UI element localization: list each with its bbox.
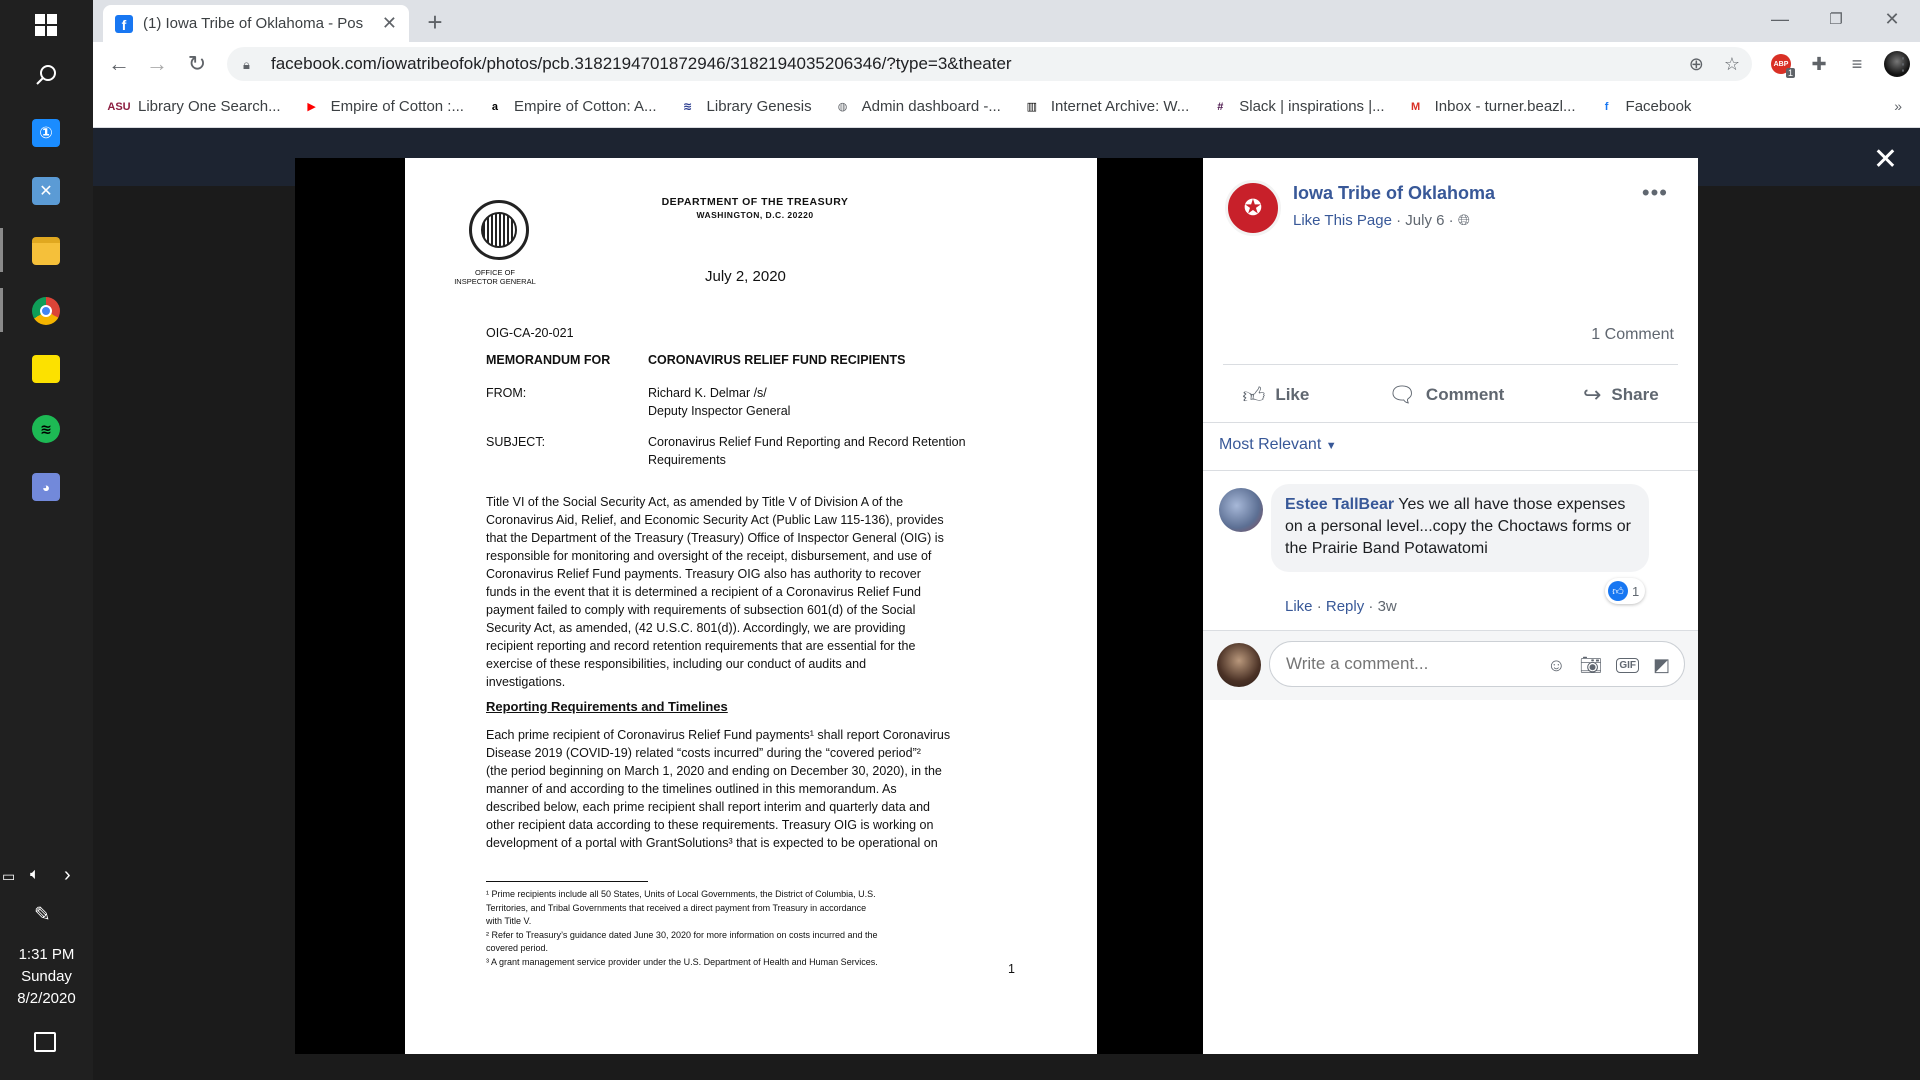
comment-text: Yes we all have those expenses on a personal level...copy the Choctaws forms or the Prairie Band Potawatomi (1285, 496, 1631, 557)
comment-sort-dropdown[interactable] (1219, 436, 1337, 454)
document-line: funds in the event that it is determined a recipient of a Coronavirus Relief Fund (486, 585, 921, 599)
running-indicator (0, 288, 3, 332)
document-line: ³ A grant management service provider under the U.S. Department of Health and Human Services. (486, 956, 878, 967)
page-name-link[interactable]: Iowa Tribe of Oklahoma (1293, 183, 1496, 203)
media-playlist-icon[interactable]: ≡ (1851, 53, 1863, 74)
archive-icon: ▥ (1026, 101, 1038, 113)
libgen-icon: ≋ (682, 101, 693, 113)
bookmark-item[interactable] (834, 98, 1001, 115)
volume-icon[interactable]: 🔈︎ (30, 866, 40, 883)
like-label: Like (1275, 385, 1310, 404)
gif-icon[interactable]: GIF (1616, 658, 1639, 673)
restore-button[interactable]: ❐ (1829, 11, 1843, 28)
minimize-button[interactable]: — (1771, 8, 1789, 29)
zoom-icon[interactable]: ⊕ (1688, 53, 1704, 74)
write-comment-box[interactable] (1269, 641, 1685, 687)
window-close-button[interactable]: ✕ (1884, 8, 1900, 29)
browser-tab[interactable] (103, 5, 409, 42)
comment-label: Comment (1425, 385, 1505, 404)
pen-icon[interactable]: ✎ (34, 904, 51, 926)
document-line: Disease 2019 (COVID-19) related “costs incurred” during the “covered period”² (486, 746, 921, 760)
department-city: WASHINGTON, D.C. 20220 (696, 210, 814, 220)
clock[interactable] (0, 944, 93, 1010)
post-date[interactable]: July 6 (1405, 212, 1445, 229)
url-text: facebook.com/iowatribeofok/photos/pcb.3182194701872946/3182194035206346/?type=3&theater (271, 54, 1012, 73)
page-avatar[interactable] (1225, 180, 1281, 236)
spotify-icon[interactable]: ≋ (27, 410, 65, 448)
memo-paragraph-2 (486, 726, 1046, 852)
bookmark-label: Empire of Cotton: A... (513, 98, 657, 115)
asu-icon: ASU (107, 100, 131, 113)
memo-for-value: CORONAVIRUS RELIEF FUND RECIPIENTS (648, 353, 906, 367)
running-indicator (0, 228, 3, 272)
document-line: investigations. (486, 675, 566, 689)
facebook-favicon-icon: f (115, 15, 133, 33)
app-icon[interactable]: ✕ (27, 172, 65, 210)
bookmark-label: Empire of Cotton :... (330, 98, 464, 115)
reaction-count: 1 (1632, 583, 1640, 599)
document-line: Coronavirus Relief Fund payments. Treasury OIG also has authority to recover (486, 567, 921, 581)
subject-line-2: Requirements (648, 453, 726, 467)
windows-start-icon[interactable] (27, 6, 65, 44)
divider (1223, 364, 1678, 365)
bookmark-item[interactable] (1211, 98, 1384, 115)
slack-icon: # (1217, 100, 1224, 113)
browser-toolbar (93, 42, 1920, 86)
my-avatar[interactable] (1217, 643, 1261, 687)
chrome-icon[interactable] (27, 292, 65, 330)
sort-label: Most Relevant (1219, 436, 1322, 453)
post-side-panel (1203, 158, 1698, 1054)
sticker-icon[interactable]: ◩ (1652, 654, 1670, 675)
bookmark-label: Internet Archive: W... (1050, 98, 1190, 115)
document-line: (the period beginning on March 1, 2020 and ending on December 30, 2020), in the (486, 764, 942, 778)
camera-icon[interactable]: 📷︎ (1579, 654, 1603, 675)
bookmark-label: Slack | inspirations |... (1239, 98, 1385, 115)
write-comment-row (1203, 630, 1698, 700)
document-line: payment failed to comply with requirements of subsection 601(d) of the Social (486, 603, 916, 617)
discord-icon[interactable]: ◕ (27, 468, 65, 506)
memo-paragraph-1 (486, 493, 1026, 691)
document-line: recipient reporting and record retention requirements that are essential for the (486, 639, 916, 653)
browser-window (93, 0, 1920, 128)
reload-button[interactable]: ↻ (187, 51, 207, 76)
bookmark-label: Inbox - turner.beazl... (1434, 98, 1576, 115)
like-reaction-icon: 👍︎ (1608, 581, 1628, 601)
bookmark-label: Admin dashboard -... (861, 98, 1001, 115)
office-label-1: OFFICE OF (475, 268, 515, 277)
bookmark-label: Library Genesis (706, 98, 812, 115)
public-globe-icon: 🌐︎ (1457, 212, 1470, 229)
notification-center-icon[interactable] (34, 1032, 56, 1052)
divider (1203, 470, 1698, 471)
bookmark-item[interactable] (107, 98, 281, 115)
from-name: Richard K. Delmar /s/ (648, 386, 767, 400)
sticky-notes-icon[interactable] (27, 350, 65, 388)
address-bar[interactable] (227, 47, 1752, 81)
more-options-icon[interactable]: ••• (1641, 180, 1668, 205)
clock-date: 8/2/2020 (17, 990, 76, 1007)
document-line: that the Department of the Treasury (Treasury) Office of Inspector General (OIG) is (486, 531, 944, 545)
memo-document-photo (405, 158, 1097, 1054)
forward-button[interactable]: → (146, 51, 168, 76)
commenter-avatar[interactable] (1219, 488, 1263, 532)
share-arrow-icon: ↪ (1582, 382, 1602, 407)
globe-icon: ◍ (837, 101, 848, 113)
photo-stage[interactable] (295, 158, 1203, 1054)
bookmark-item[interactable] (1598, 98, 1692, 115)
facebook-theater-page (93, 128, 1920, 1080)
onepassword-icon[interactable]: ① (27, 114, 65, 152)
memo-date: July 2, 2020 (705, 268, 786, 285)
caret-down-icon: ▼ (1325, 440, 1337, 452)
extensions-puzzle-icon[interactable]: ✚ (1811, 53, 1827, 74)
document-line: described below, each prime recipient shall report interim and quarterly data and (486, 800, 930, 814)
emoji-icon[interactable]: ☺ (1547, 654, 1566, 675)
subject-line-1: Coronavirus Relief Fund Reporting and Record Retention (648, 435, 966, 449)
document-line: with Title V. (486, 916, 532, 926)
comment-like-link[interactable]: Like (1285, 598, 1313, 615)
document-line: manner of and according to the timelines outlined in this memorandum. As (486, 782, 897, 796)
extension-badge: 1 (1787, 68, 1793, 78)
office-label-2: INSPECTOR GENERAL (454, 277, 536, 286)
comment-input[interactable] (1286, 654, 1516, 674)
tab-close-icon[interactable]: ✕ (381, 13, 397, 33)
document-line: Coronavirus Aid, Relief, and Economic Security Act (Public Law 115-136), provides (486, 513, 944, 527)
like-button[interactable] (1242, 382, 1309, 409)
comment-author-link[interactable]: Estee TallBear (1285, 496, 1395, 513)
comment-bubble (1271, 484, 1649, 572)
document-line: Security Act, as amended, (42 U.S.C. 801(d)). Accordingly, we are providing (486, 621, 906, 635)
document-line: development of a portal with GrantSolutions³ that is expected to be operational on (486, 836, 938, 850)
gmail-icon: M (1411, 100, 1421, 113)
document-line: exercise of these responsibilities, including our conduct of audits and (486, 657, 867, 671)
clock-time: 1:31 PM (18, 946, 75, 963)
document-line: covered period. (486, 943, 549, 953)
subject-label: SUBJECT: (486, 435, 546, 449)
document-line: Territories, and Tribal Governments that received a direct payment from Treasury in accordance (486, 902, 867, 913)
comment-reactions[interactable] (1605, 578, 1645, 604)
comment-age[interactable]: 3w (1377, 598, 1397, 615)
comment-button[interactable] (1388, 382, 1504, 408)
footnote-rule (486, 881, 648, 882)
chrome-menu-icon[interactable]: ⋮ (1894, 53, 1912, 74)
back-button[interactable]: ← (108, 51, 130, 76)
theater-close-icon[interactable]: ✕ (1872, 143, 1898, 176)
lock-icon[interactable]: 🔒︎ (243, 57, 250, 72)
post-meta: Like This Page · July 6 · 🌐︎ (1293, 212, 1470, 229)
youtube-icon: ▶ (307, 101, 316, 113)
file-explorer-icon[interactable] (27, 232, 65, 270)
tab-strip (93, 0, 1920, 42)
share-button[interactable] (1583, 382, 1659, 408)
document-line: Title VI of the Social Security Act, as amended by Title V of Division A of the (486, 495, 904, 509)
bookmark-item[interactable] (1407, 98, 1576, 115)
bookmark-star-icon[interactable]: ☆ (1723, 53, 1740, 74)
divider (1203, 422, 1698, 423)
new-tab-button[interactable]: + (427, 6, 443, 37)
comment-bubble-icon: 🗨︎ (1387, 382, 1416, 407)
chevron-right-icon[interactable]: › (64, 864, 71, 886)
document-line: other recipient data according to these requirements. Treasury OIG is working on (486, 818, 934, 832)
memo-heading: Reporting Requirements and Timelines (486, 699, 728, 714)
bookmarks-bar (93, 86, 1920, 128)
bookmark-item[interactable] (486, 98, 657, 115)
department-name: DEPARTMENT OF THE TREASURY (661, 196, 849, 208)
document-line: Each prime recipient of Coronavirus Relief Fund payments¹ shall report Coronavirus (486, 728, 951, 742)
battery-icon[interactable]: ▭ (2, 868, 16, 884)
facebook-icon: f (1604, 100, 1609, 113)
tab-title: (1) Iowa Tribe of Oklahoma - Pos (143, 15, 364, 32)
comment-count-link[interactable]: 1 Comment (1591, 326, 1674, 343)
adblock-extension-icon[interactable]: ABP 1 (1767, 50, 1795, 78)
windows-taskbar (0, 0, 93, 1080)
share-label: Share (1611, 385, 1659, 404)
like-page-link[interactable]: Like This Page (1293, 212, 1392, 229)
memo-ref: OIG-CA-20-021 (486, 326, 574, 340)
memo-footnotes (486, 888, 1046, 969)
post-actions (1203, 370, 1698, 420)
comment-reply-link[interactable]: Reply (1325, 598, 1365, 615)
bookmark-item[interactable] (679, 98, 812, 115)
from-title: Deputy Inspector General (648, 404, 791, 418)
bookmark-label: Library One Search... (138, 98, 281, 115)
document-line: ² Refer to Treasury’s guidance dated June 30, 2020 for more information on costs incurred and the (486, 929, 878, 940)
document-line: ¹ Prime recipients include all 50 States, Units of Local Governments, the District of Columbia, U.S. (486, 889, 876, 899)
bookmarks-overflow-icon[interactable]: » (1894, 98, 1902, 114)
bookmark-item[interactable] (1023, 98, 1189, 115)
tribal-seal-icon: ✪ (1243, 195, 1263, 220)
treasury-seal-icon (469, 200, 529, 260)
bookmark-label: Facebook (1625, 98, 1692, 115)
clock-day: Sunday (21, 968, 72, 985)
memo-for-label: MEMORANDUM FOR (486, 353, 611, 367)
bookmark-item[interactable] (303, 98, 464, 115)
page-number: 1 (1008, 962, 1015, 976)
amazon-icon: a (491, 100, 499, 113)
from-label: FROM: (486, 386, 527, 400)
comment-actions: Like · Reply · 3w (1285, 598, 1397, 615)
search-icon[interactable] (27, 56, 65, 94)
thumbs-up-icon: 👍︎ (1242, 382, 1266, 408)
document-line: responsible for monitoring and oversight of the receipt, disbursement, and use of (486, 549, 932, 563)
